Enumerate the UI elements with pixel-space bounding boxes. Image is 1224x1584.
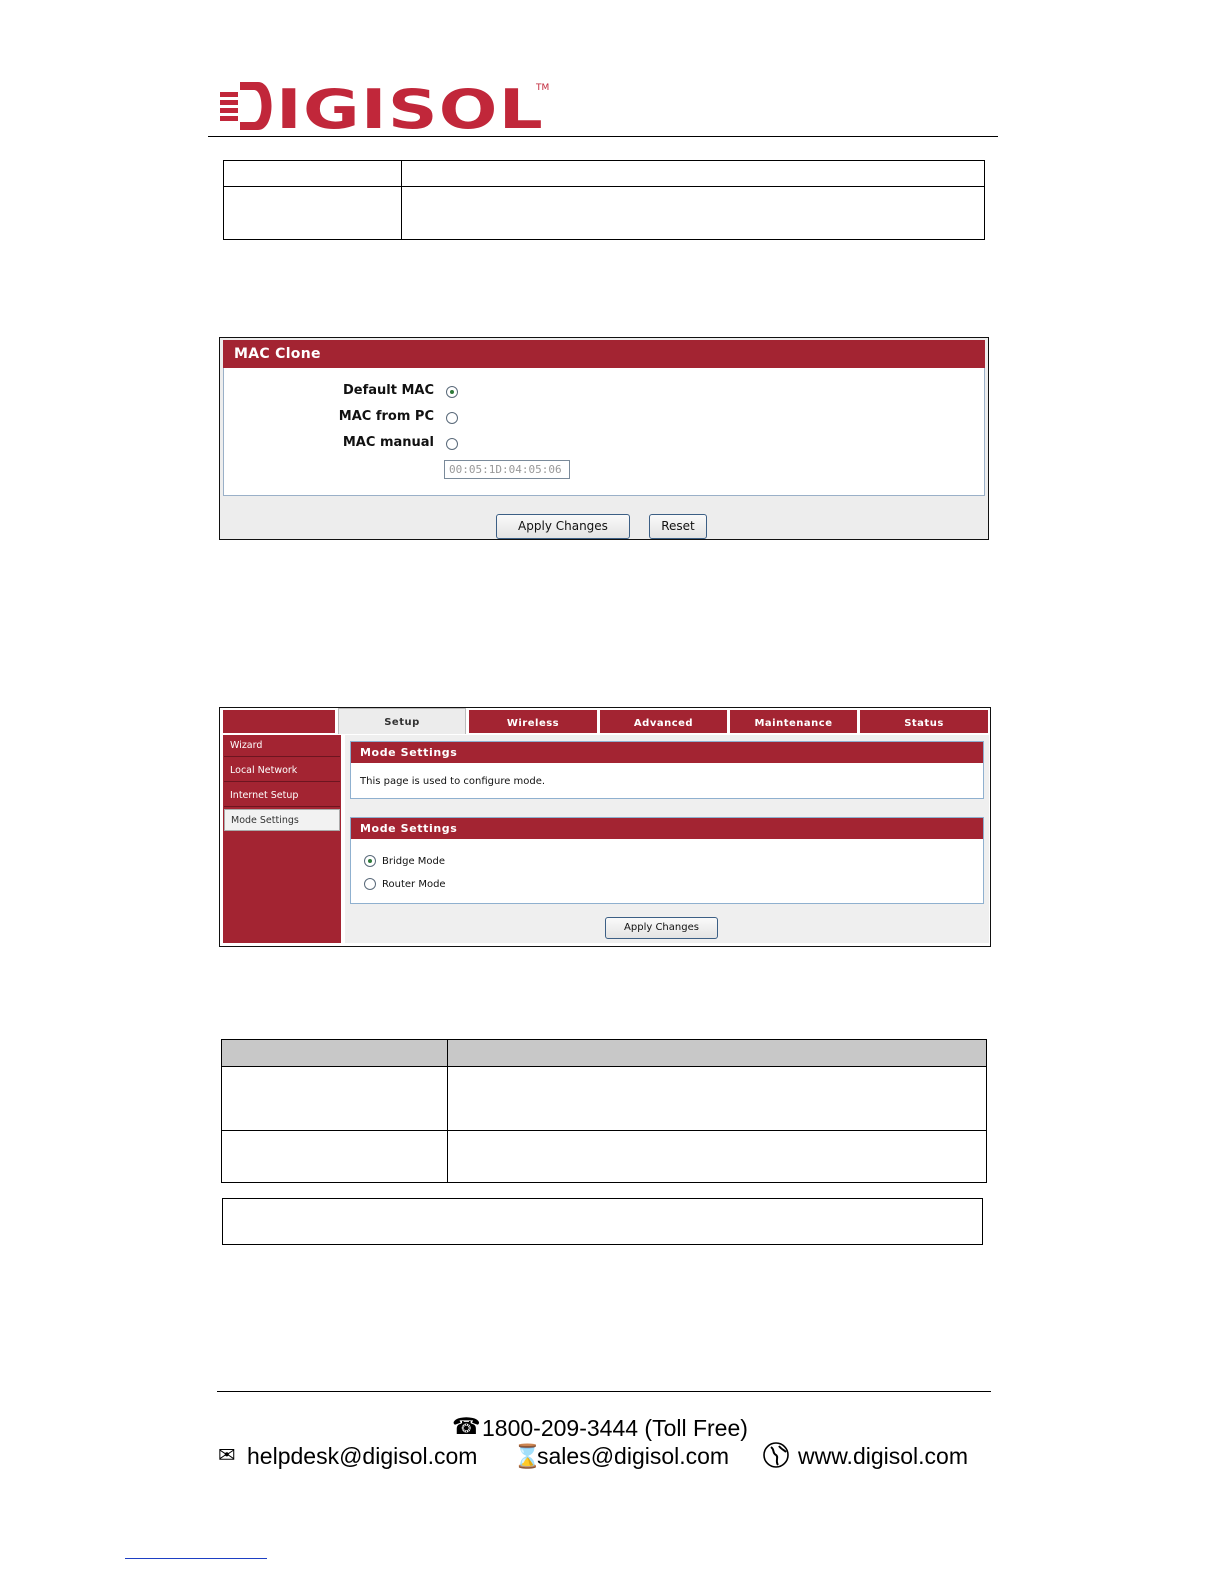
logo-trademark: TM <box>536 83 550 93</box>
sidebar-item-wizard[interactable]: Wizard <box>224 735 340 757</box>
footer-helpdesk[interactable]: helpdesk@digisol.com <box>247 1443 478 1469</box>
tab-setup[interactable]: Setup <box>338 708 466 734</box>
mac-from-pc-radio[interactable] <box>446 412 458 424</box>
tab-advanced[interactable]: Advanced <box>600 710 727 733</box>
mode-settings-screenshot <box>219 707 991 947</box>
bridge-mode-radio[interactable] <box>364 855 376 867</box>
table-header-cell <box>448 1040 987 1067</box>
table-cell <box>224 187 402 240</box>
mail-icon: ✉ <box>218 1444 236 1467</box>
table-cell <box>222 1131 448 1183</box>
mode-apply-changes-button[interactable]: Apply Changes <box>605 917 718 939</box>
router-mode-radio[interactable] <box>364 878 376 890</box>
reset-button[interactable]: Reset <box>649 514 707 539</box>
sidebar-item-local-network[interactable]: Local Network <box>224 760 340 782</box>
mode-content <box>345 735 989 943</box>
mac-clone-body <box>223 368 985 496</box>
parameter-table-1 <box>223 160 985 240</box>
info-text: This page is used to configure mode. <box>360 776 546 787</box>
mac-clone-title: MAC Clone <box>223 340 985 368</box>
tab-blank <box>223 710 335 733</box>
tab-wireless[interactable]: Wireless <box>469 710 597 733</box>
hourglass-icon: ⌛ <box>513 1443 542 1469</box>
settings-box <box>350 817 984 904</box>
settings-box-title: Mode Settings <box>351 818 983 839</box>
info-box <box>350 741 984 799</box>
default-mac-radio[interactable] <box>446 386 458 398</box>
parameter-table-2 <box>221 1039 987 1183</box>
sidebar-item-mode-settings[interactable]: Mode Settings <box>224 809 340 831</box>
sidebar <box>223 735 341 943</box>
header-rule <box>208 136 998 137</box>
digisol-logo <box>220 78 552 134</box>
svg-text:IGISOL: IGISOL <box>276 78 544 134</box>
footer-rule <box>217 1391 991 1392</box>
footer-website[interactable]: www.digisol.com <box>798 1443 968 1469</box>
table-cell <box>402 187 985 240</box>
info-box-title: Mode Settings <box>351 742 983 763</box>
note-box <box>222 1198 983 1245</box>
apply-changes-button[interactable]: Apply Changes <box>496 514 630 539</box>
table-cell <box>402 161 985 187</box>
default-mac-label: Default MAC <box>342 383 434 398</box>
table-cell <box>448 1067 987 1131</box>
footer-sales[interactable]: sales@digisol.com <box>537 1443 730 1469</box>
bridge-mode-label: Bridge Mode <box>382 856 446 867</box>
table-cell <box>224 161 402 187</box>
mac-manual-radio[interactable] <box>446 438 458 450</box>
mac-clone-screenshot <box>219 337 989 540</box>
mac-manual-label: MAC manual <box>342 435 434 450</box>
bottom-link-underline <box>125 1558 267 1559</box>
phone-icon: ☎ <box>452 1413 481 1439</box>
mac-from-pc-label: MAC from PC <box>338 409 434 424</box>
tab-status[interactable]: Status <box>860 710 988 733</box>
table-header-cell <box>222 1040 448 1067</box>
globe-icon <box>762 1441 790 1475</box>
tab-maintenance[interactable]: Maintenance <box>730 710 857 733</box>
table-cell <box>222 1067 448 1131</box>
mac-address-input[interactable]: 00:05:1D:04:05:06 <box>444 460 570 479</box>
sidebar-item-internet-setup[interactable]: Internet Setup <box>224 785 340 807</box>
table-cell <box>448 1131 987 1183</box>
router-mode-label: Router Mode <box>382 879 446 890</box>
footer-phone: 1800-209-3444 (Toll Free) <box>482 1415 748 1441</box>
